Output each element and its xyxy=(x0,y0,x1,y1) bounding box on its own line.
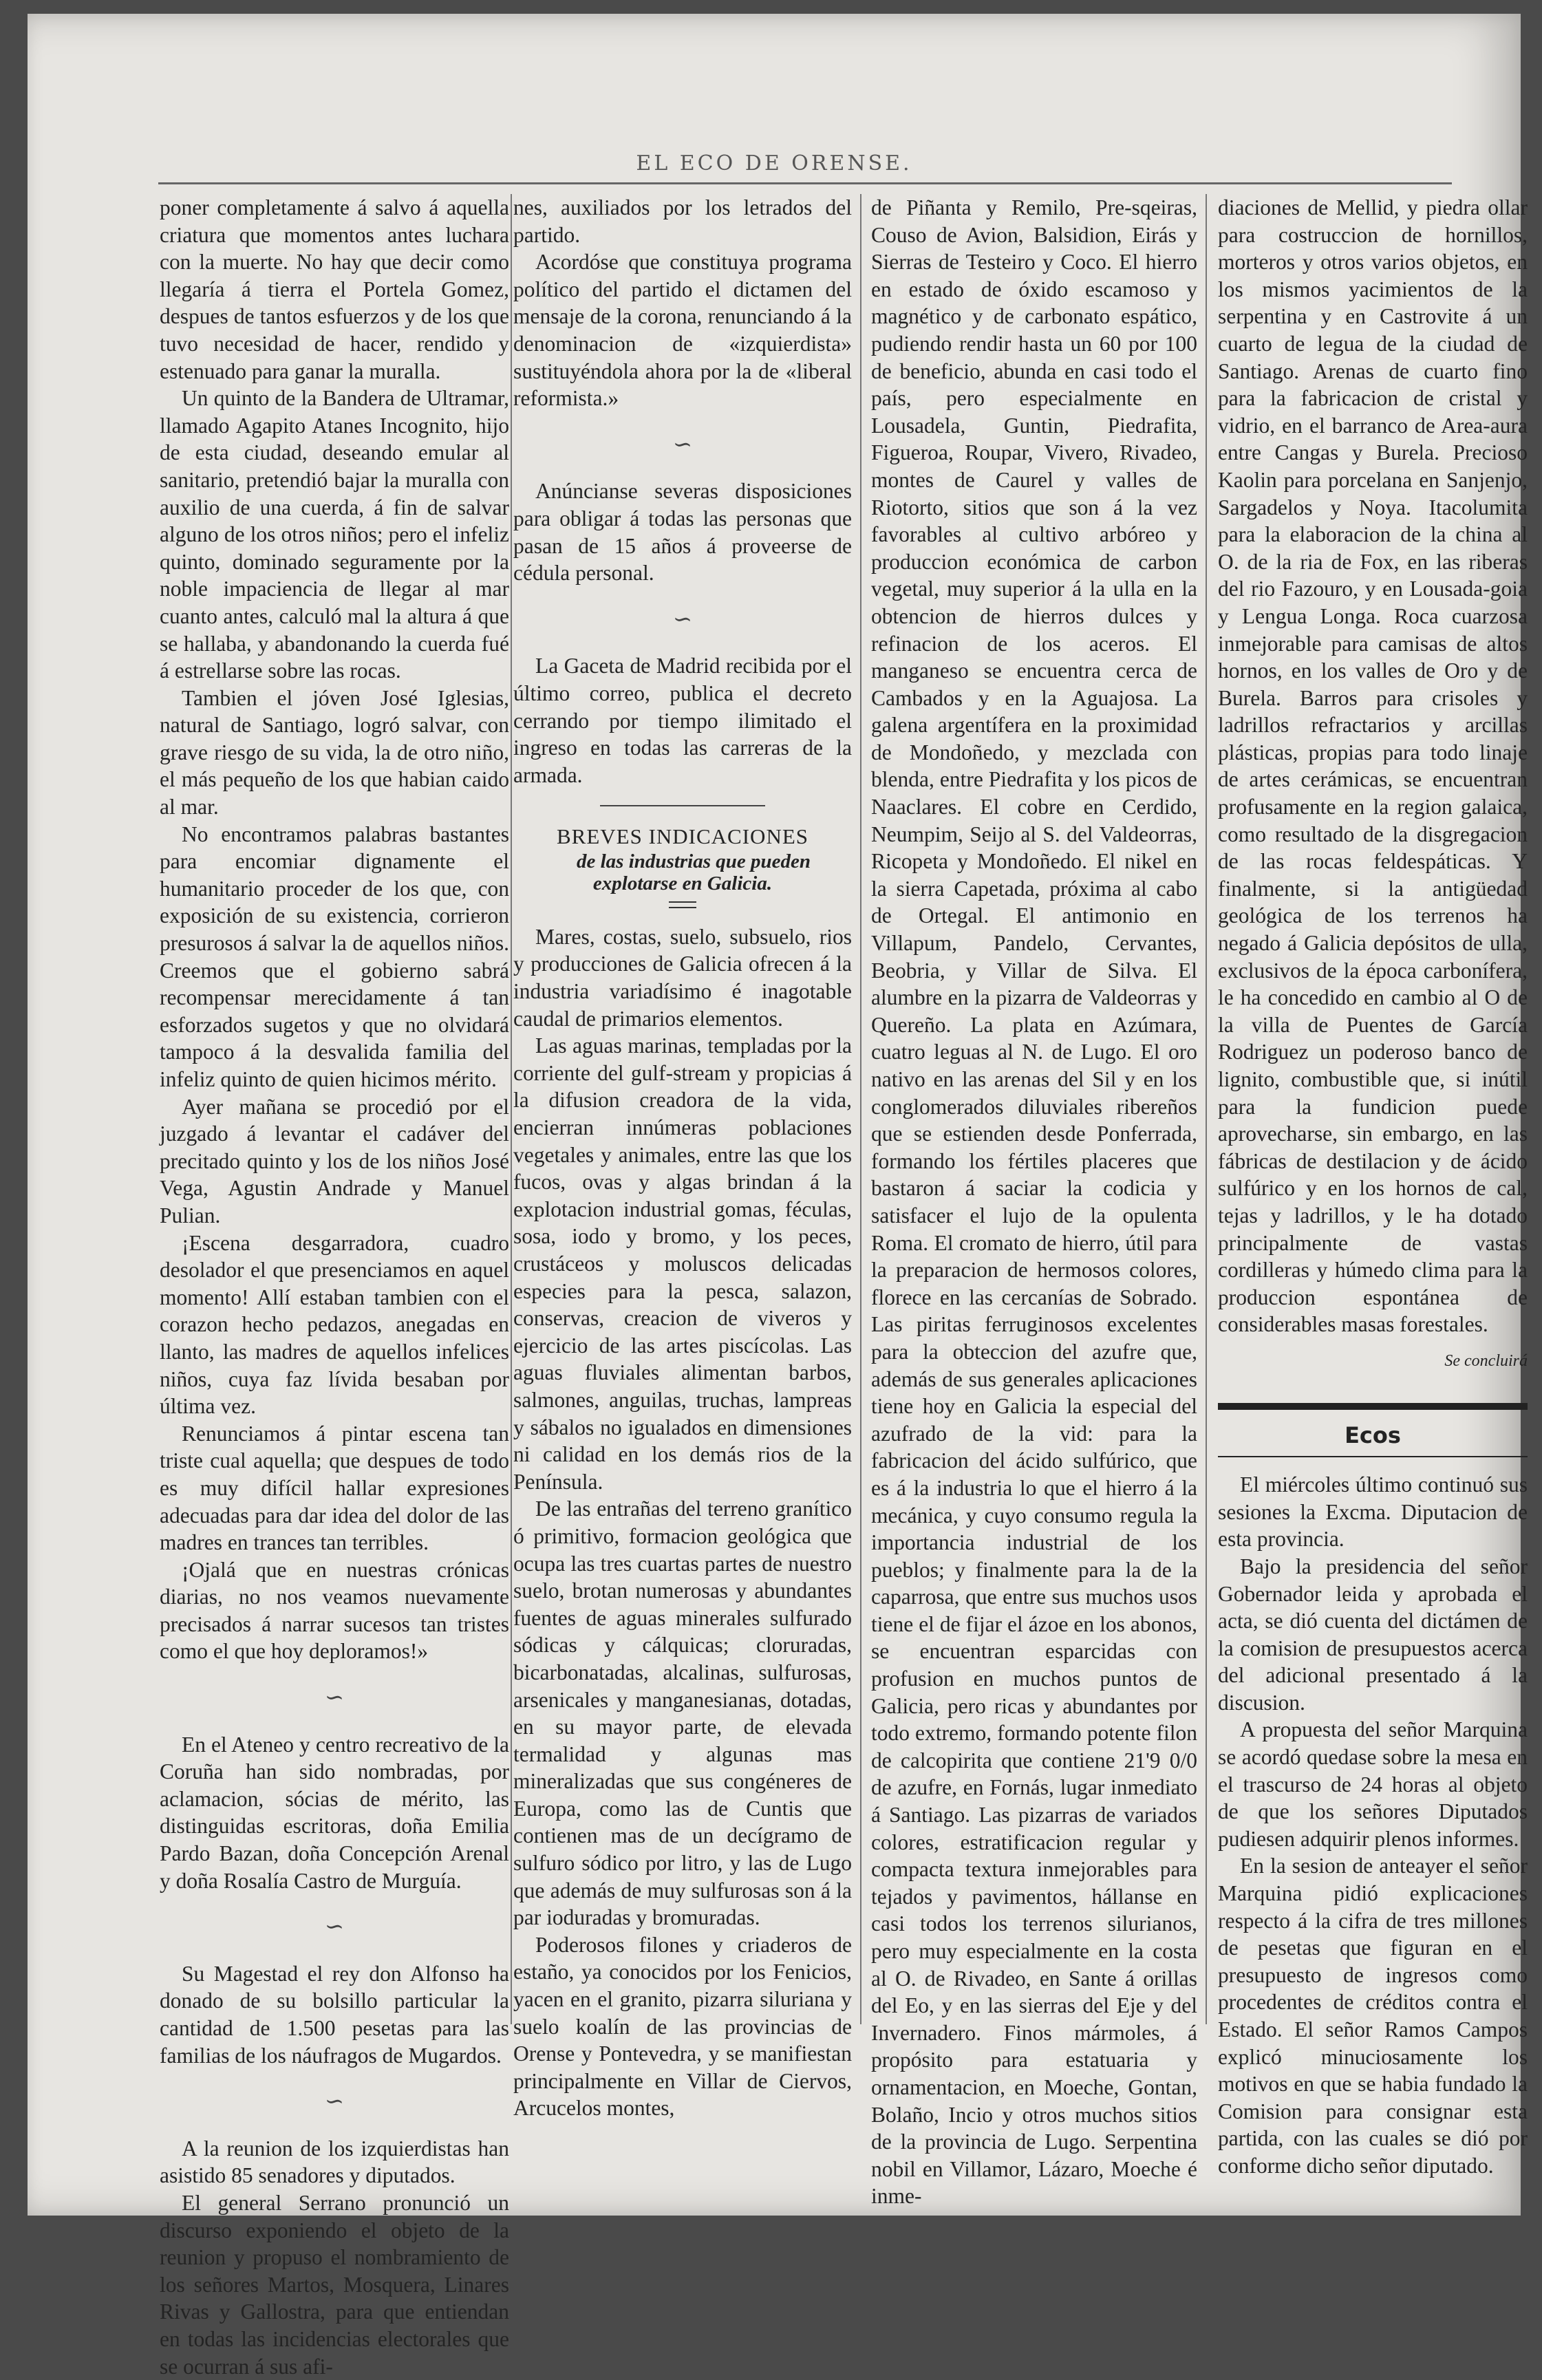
paragraph: de Piñanta y Remilo, Pre-sqeiras, Couso de Avion, Balsidion, Eirás y Sierras de Testeiro y Coco. El hierro en estado de óxido escamoso y magnético y de carbonato espático, pudiendo rendir hasta un 60 por 100 de beneficio, abunda en casi todo el país, pero especialmente en Lousadela, Guntin, Piedrafita, Figueroa, Roupar, Vivero, Rivadeo, montes de Caurel y valles de Riotorto, sitios que son á la vez favorables al cultivo arbóreo y produccion económica de carbon vegetal, muy superior á la ulla en la obtencion de hierros dulces y refinacion de los aceros. El manganeso se encuentra cerca de Cambados y en la Aguajosa. La galena argentífera en la proximidad de Mondoñedo, y mezclada con blenda, entre Piedrafita y los picos de Naaclares. El cobre en Cerdido, Neumpim, Seijo al S. del Valdeorras, Ricopeta y Mondoñedo. El nikel en la sierra Capetada, próxima al cabo de Ortegal. El antimonio en Villapum, Pandelo, Cervantes, Beobria, y Villar de Silva. El alumbre en la pizarra de Valdeorras y Quereño. La plata en Azúmara, cuatro leguas al N. de Lugo. El oro nativo en las arenas del Sil y en los conglomerados diluviales ribereños que se estienden desde Ponferrada, formando los fértiles placeres que bastaron á saciar la codicia y satisfacer el lujo de la opulenta Roma. El cromato de hierro, útil para la preparacion de hermosos colores, florece en las cercanías de Sobrado. Las piritas ferruginosos excelentes para la obteccion del azufre que, además de sus generales aplicaciones tiene hoy en Galicia la especial del azufrado de la vid: para la fabricacion del ácido sulfúrico, que es á la industria lo que el hierro á la mecánica, y cuyo consumo regula la importancia industrial de los pueblos; y finalmente para la de la caparrosa, que entre sus muchos usos tiene el de fijar el ázoe en los abonos, se encuentran esparcidas con profusion en muchos puntos de Galicia, pero ricas y abundantes por todo extremo, formando potente filon de calcopirita que contiene 21'9 0/0 de azufre, en Fornás, lugar inmediato á Santiago. Las pizarras de variados colores, estratificacion regular y compacta textura inmejorables para tejados y pavimentos, hállanse en casi todos los terrenos silurianos, pero muy especialmente en la costa al O. de Rivadeo, en Sante á orillas del Eo, y en las sierras del Eje y del Invernadero. Finos mármoles, á propósito para estatuaria y ornamentacion, en Moeche, Gontan, Bolaño, Incio y otros muchos sitios de la provincia de Lugo. Serpentina nobil en Villamor, Lázaro, Moeche é inme- xyxy=(871,195,1197,2209)
section-title: Ecos xyxy=(1345,1422,1401,1448)
paragraph: diaciones de Mellid, y piedra ollar para costruccion de hornillos, morteros y otros varios objetos, en los mismos yacimientos de la serpentina y en Castrovite á un cuarto de legua de la ciudad de Santiago. Arenas de cuarto fino para la fabricacion de cristal y vidrio, en el barranco de Area-aura entre Cangas y Burela. Precioso Kaolin para porcelana en Sanjenjo, Sargadelos y Noya. Itacolumita para la elaboracion de la china al O. de la ria de Fox, en las riberas del rio Fazouro, y en Lousada-goia y Lengua Longa. Roca cuarzosa inmejorable para camisas de altos hornos, en los valles de Oro y de Burela. Barros para crisoles y ladrillos refractarios y arcillas plásticas, propias para todo linaje de artes cerámicas, se encuentran profusamente en la region galaica, como resultado de la disgregacion de las rocas feldespáticas. Y finalmente, si la antigüedad geológica de los terrenos ha negado á Galicia depósitos de ulla, exclusivos de la época carbonífera, le ha concedido en cambio al O de la villa de Puentes de García Rodriguez un poderoso banco de lignito, combustible que, si inútil para la fundicion puede aprovecharse, sin embargo, en las fábricas de destilacion y de ácido sulfúrico y en los hornos de cal, tejas y ladrillos, y le ha dotado principalmente de vastas cordilleras y húmedo clima para la produccion espontánea de considerables masas forestales. xyxy=(1218,195,1528,1337)
column-divider xyxy=(860,194,861,2024)
paragraph: No encontramos palabras bastantes para encomiar dignamente el humanitario proceder de los que, con exposición de su existencia, corrieron presurosos á salvar la de aquellos niños. Creemos que el gobierno sabrá recompensar merecidamente á tan esforzados sugetos y que no olvidará tampoco á la desvalida familia del infeliz quinto de quien hicimos mérito. xyxy=(160,822,509,1091)
paragraph: Tambien el jóven José Iglesias, natural de Santiago, logró salvar, con grave riesgo de su vida, la de otro niño, el más pequeño de los que habian caido al mar. xyxy=(160,685,509,819)
paragraph: ¡Ojalá que en nuestras crónicas diarias, no nos veamos nuevamente precisados á narrar sucesos tan tristes como el que hoy deploramos!» xyxy=(160,1557,509,1664)
ornament-icon: ∽ xyxy=(672,431,693,458)
paragraph: De las entrañas del terreno granítico ó primitivo, formacion geológica que ocupa las tres cuartas partes de nuestro suelo, brotan numerosas y abundantes fuentes de aguas minerales sulfurado sódicas y cálquicas; cloruradas, bicarbonatadas, alcalinas, sulfurosas, arsenicales y manganesianas, dotadas, en su mayor parte, de elevada termalidad y algunas mas mineralizadas que sus congéneres de Europa, como las de Cuntis que contienen mas de un decígramo de sulfuro sódico por litro, y las de Lugo que además de muy sulfurosas son á la par ioduradas y bromuradas. xyxy=(513,1497,852,1930)
paragraph: En el Ateneo y centro recreativo de la Coruña han sido nombradas, por aclamacion, sócias de mérito, las distinguidas escritoras, doña Emilia Pardo Bazan, doña Concepción Arenal y doña Rosalía Castro de Murguía. xyxy=(160,1732,509,1893)
continued-note: Se concluirá xyxy=(1444,1351,1528,1370)
paragraph: Ayer mañana se procedió por el juzgado á levantar el cadáver del precitado quinto y los de los niños José Vega, Agustin Andrade y Manuel Pulian. xyxy=(160,1094,509,1227)
section-rule xyxy=(1218,1403,1528,1410)
header-rule xyxy=(158,182,1452,184)
paragraph: Bajo la presidencia del señor Gobernador leida y aprobada el acta, se dió cuenta del dictámen de la comision de presupuestos acerca del adicional presentado á la discusion. xyxy=(1218,1554,1528,1715)
ornament-icon: ∽ xyxy=(672,606,693,632)
paragraph: Renunciamos á pintar escena tan triste cual aquella; que despues de todo es muy difícil hallar expresiones adecuadas para dar idea del dolor de las madres en trances tan terribles. xyxy=(160,1421,509,1555)
ornament-icon: ∽ xyxy=(324,1914,345,1940)
column-2 xyxy=(513,194,852,2122)
paragraph: poner completamente á salvo á aquella criatura que momentos antes luchara con la muerte. No hay que decir como llegaría á tierra el Portela Gomez, despues de tantos esfuerzos y de los que tuvo necesidad de hacer, rendido y estenuado para ganar la muralla. xyxy=(160,195,509,383)
page-header: EL ECO DE ORENSE. xyxy=(636,151,912,175)
paragraph: El miércoles último continuó sus sesiones la Excma. Diputacion de esta provincia. xyxy=(1218,1472,1528,1552)
paragraph: Acordóse que constituya programa político del partido el dictamen del mensaje de la corona, renunciando á la denominacion de «izquierdista» sustituyéndola ahora por la de «liberal reformista.» xyxy=(513,250,852,411)
column-divider xyxy=(511,194,512,2024)
newspaper-page xyxy=(28,14,1528,2379)
paragraph: La Gaceta de Madrid recibida por el último correo, publica el decreto cerrando por tiempo ilimitado el ingreso en todas las carreras de la armada. xyxy=(513,654,852,787)
paragraph: Su Magestad el rey don Alfonso ha donado de su bolsillo particular la cantidad de 1.500 pesetas para las familias de los náufragos de Mugardos. xyxy=(160,1961,509,2068)
column-4 xyxy=(1218,194,1528,2180)
title-rule xyxy=(669,901,696,908)
article-title: BREVES INDICACIONES xyxy=(556,824,809,849)
ecos-section-header xyxy=(1218,1403,1528,1458)
ornament-icon: ∽ xyxy=(324,1685,345,1711)
column-1 xyxy=(160,194,509,2380)
column-divider xyxy=(1206,194,1207,2024)
paragraph: Las aguas marinas, templadas por la corriente del gulf-stream y propicias á la difusion creadora de la vida, encierran innúmeras poblaciones vegetales y animales, entre las que los fucos, ovas y algas brindan á la explotacion industrial gomas, féculas, sosa, iodo y bromo, y los peces, crustáceos y moluscos delicadas especies para la pesca, salazon, conservas, creacion de viveros y ejercicio de las artes piscícolas. Las aguas fluviales alimentan barbos, salmones, anguilas, truchas, lampreas y sábalos no igualados en dimensiones ni calidad en los demás rios de la Península. xyxy=(513,1033,852,1494)
paragraph: A la reunion de los izquierdistas han asistido 85 senadores y diputados. xyxy=(160,2136,509,2188)
paragraph: Anúncianse severas disposiciones para obligar á todas las personas que pasan de 15 años á proveerse de cédula personal. xyxy=(513,479,852,586)
paragraph: A propuesta del señor Marquina se acordó quedase sobre la mesa en el trascurso de 24 horas al objeto de que los señores Diputados pudiesen adquirir plenos informes. xyxy=(1218,1717,1528,1851)
paragraph: ¡Escena desgarradora, cuadro desolador el que presenciamos en aquel momento! Allí estaban tambien con el corazon hecho pedazos, anegadas en llanto, las madres de aquellos infelices niños, cuya faz lívida besaban por última vez. xyxy=(160,1230,509,1419)
paragraph: Un quinto de la Bandera de Ultramar, llamado Agapito Atanes Incognito, hijo de esta ciudad, deseando emular al sanitario, pretendió bajar la muralla con auxilio de una cuerda, á fin de salvar alguno de los otros niños; pero el infeliz quinto, dominado seguramente por la noble impaciencia de llegar al mar cuanto antes, calculó mal la altura á que se hallaba, y abandonando la cuerda fué á estrellarse sobre las rocas. xyxy=(160,386,509,683)
paragraph: En la sesion de anteayer el señor Marquina pidió explicaciones respecto á la cifra de tres millones de pesetas que figuran en el presupuesto de ingresos como procedentes de créditos contra el Estado. El señor Ramos Campos explicó minuciosamente los motivos en que se habia fundado la Comision para consignar esta partida, con las cuales se dió por conforme dicho señor diputado. xyxy=(1218,1854,1528,2178)
paragraph: nes, auxiliados por los letrados del partido. xyxy=(513,195,852,247)
ornament-icon: ∽ xyxy=(324,2089,345,2115)
paragraph: Mares, costas, suelo, subsuelo, rios y producciones de Galicia ofrecen á la industria variadísimo é inagotable caudal de primarios elementos. xyxy=(513,924,852,1031)
paragraph: El general Serrano pronunció un discurso exponiendo el objeto de la reunion y propuso el nombramiento de los señores Martos, Mosquera, Linares Rivas y Gallostra, para que entiendan en todas las incidencias electorales que se ocurran á sus afi- xyxy=(160,2190,509,2379)
section-rule xyxy=(600,805,765,806)
column-3 xyxy=(871,194,1197,2210)
section-rule xyxy=(1218,1456,1528,1457)
article-subtitle: de las industrias que pueden explotarse en Galicia. xyxy=(577,850,811,894)
paragraph: Poderosos filones y criaderos de estaño, ya conocidos por los Fenicios, yacen en el granito, pizarra siluriana y suelo koalín de las provincias de Orense y Pontevedra, y se manifiestan principalmente en Villar de Ciervos, Arcucelos montes, xyxy=(513,1932,852,2121)
